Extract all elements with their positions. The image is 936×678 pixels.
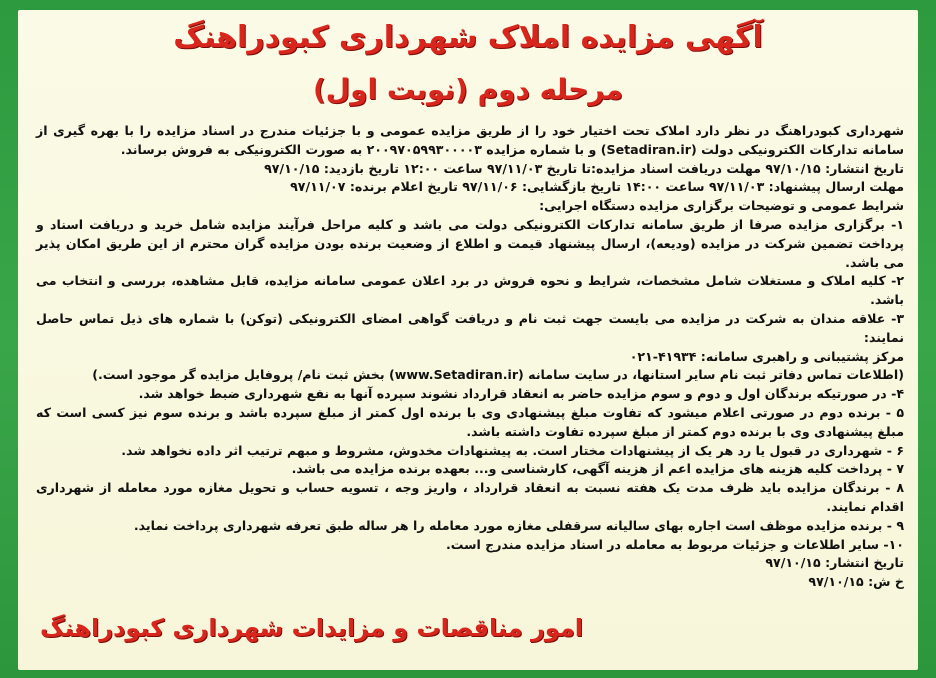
dates-line-2: مهلت ارسال پیشنهاد: ۹۷/۱۱/۰۳ ساعت ۱۴:۰۰ تاریخ بازگشایی: ۹۷/۱۱/۰۶ تاریخ اعلام برنده: ۹۷/۱۱/۰۷ [290,179,904,195]
condition-6: ۶ - شهرداری در قبول یا رد هر یک از پیشنهادات مختار است. به پیشنهادات مخدوش، مشروط و مبهم ترتیب اثر داده نخواهد شد. [121,442,904,458]
condition-4: ۴- در صورتیکه برندگان اول و دوم و سوم مزایده حاضر به انعقاد قرارداد نشوند سپرده آنها به نفع شهرداری ضبط خواهد شد. [138,386,904,402]
publish-date: تاریخ انتشار: ۹۷/۱۰/۱۵ [765,555,904,571]
notice-body [36,122,904,592]
condition-8: ۸ - برندگان مزایده باید ظرف مدت یک هفته نسبت به انعقاد قرارداد ، واریز وجه ، تسویه حساب و تحویل مغازه مورد معامله از شهرداری اقدام نمایند. [36,480,904,514]
condition-3: ۳- علاقه مندان به شرکت در مزایده می بایست جهت ثبت نام و دریافت گواهی امضای الکترونیکی (توکن) با شماره های ذیل تماس حاصل نمایند: [36,310,904,345]
support-center: مرکز پشتیبانی و راهبری سامانه: ۴۱۹۳۴-۰۲۱ [629,348,904,364]
condition-10: ۱۰- سایر اطلاعات و جزئیات مربوط به معامله در اسناد مزایده مندرج است. [445,536,904,552]
notice-subtitle: مرحله دوم (نوبت اول) [313,73,623,106]
condition-2: ۲- کلیه املاک و مستغلات شامل مشخصات، شرایط و نحوه فروش در برد اعلان عمومی سامانه مزایده، قابل مشاهده، بررسی و انتخاب می باشد. [36,273,904,308]
kh-sh-date: خ ش: ۹۷/۱۰/۱۵ [808,574,904,590]
dates-line-1: تاریخ انتشار: ۹۷/۱۰/۱۵ مهلت دریافت اسناد مزایده:تا تاریخ ۹۷/۱۱/۰۳ ساعت ۱۲:۰۰ تاریخ بازدید: ۹۷/۱۰/۱۵ [264,160,904,176]
condition-9: ۹ - برنده مزایده موظف است اجاره بهای سالیانه سرقفلی مغازه مورد معامله را هر ساله طبق تعرفه شهرداری پرداخت نماید. [133,517,904,533]
condition-7: ۷ - پرداخت کلیه هزینه های مزایده اعم از هزینه آگهی، کارشناسی و... بعهده برنده مزایده می باشد. [291,461,904,477]
conditions-heading: شرایط عمومی و توضیحات برگزاری مزایده دستگاه اجرایی: [539,198,904,214]
contact-info: (اطلاعات تماس دفاتر ثبت نام سایر استانها، در سایت سامانه (www.Setadiran.ir) بخش ثبت نام/ پروفایل مزایده گر موجود است.) [92,367,904,383]
notice-title: آگهی مزایده املاک شهرداری کبودراهنگ [173,20,763,55]
condition-1: ۱- برگزاری مزایده صرفا از طریق سامانه تدارکات الکترونیکی دولت می باشد و کلیه مراحل فرآیند مزایده شامل خرید و دریافت اسناد و پرداخت تضمین شرکت در مزایده (ودیعه)، ارسال پیشنهاد قیمت و اطلاع از وضعیت برنده بودن مزایده گران محترم از این طریق امکان پذیر می باشد. [36,216,904,270]
condition-5: ۵ - برنده دوم در صورتی اعلام میشود که تفاوت مبلغ پیشنهادی وی با برنده اول کمتر از مبلغ سپرده باشد و برنده سوم نیز کسی است که مبلغ پیشنهادی وی با برنده دوم کمتر از مبلغ سپرده تفاوت داشته باشد. [36,404,904,439]
notice-paper [18,10,918,670]
notice-footer: امور مناقصات و مزایدات شهرداری کبودراهنگ [40,614,583,642]
intro-paragraph: شهرداری کبودراهنگ در نظر دارد املاک تحت اختیار خود را از طریق مزایده عمومی و با جزئیات مندرج در اسناد مزایده را با بهره گیری از سامانه تدارکات الکترونیکی دولت (Setadiran.ir) و با شماره مزایده ۲۰۰۹۷۰۵۹۹۳۰۰۰۰۳ به صورت الکترونیکی به فروش برساند. [36,123,904,157]
